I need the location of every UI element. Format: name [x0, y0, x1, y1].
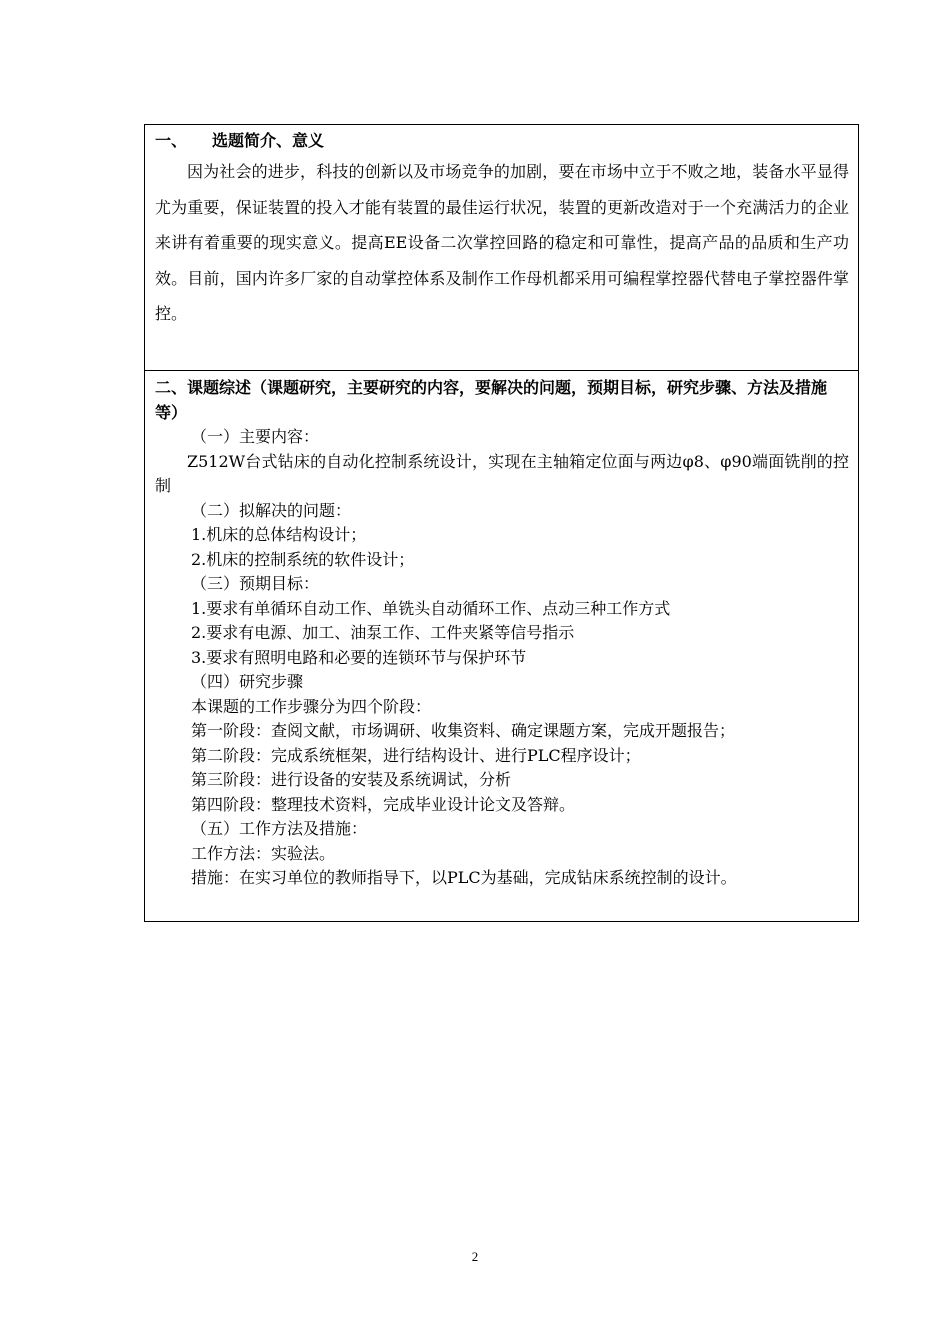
list-item: 1.要求有单循环自动工作、单铣头自动循环工作、点动三种工作方式 [191, 598, 671, 618]
list-item: 第二阶段：完成系统框架，进行结构设计、进行PLC程序设计； [191, 745, 641, 765]
list-item: 措施：在实习单位的教师指导下，以PLC为基础，完成钻床系统控制的设计。 [191, 868, 737, 887]
section-1-heading [155, 128, 849, 154]
sub-1-title: （一）主要内容： [191, 427, 320, 446]
section-1-number: 一、 [155, 131, 188, 150]
proposal-form-table [144, 124, 859, 922]
section-topic-overview [145, 371, 858, 921]
list-item: 2.机床的控制系统的软件设计； [191, 549, 415, 569]
sub-3-title: （三）预期目标： [191, 574, 320, 593]
list-item: 第一阶段：查阅文献，市场调研、收集资料、确定课题方案，完成开题报告； [191, 721, 736, 740]
sub-1-text: Z512W台式钻床的自动化控制系统设计，实现在主轴箱定位面与两边φ8、φ90端面铣削的控制 [155, 451, 849, 495]
list-item: 本课题的工作步骤分为四个阶段： [191, 696, 432, 716]
list-item: 第四阶段：整理技术资料，完成毕业设计论文及答辩。 [191, 794, 576, 814]
list-item: 2.要求有电源、加工、油泵工作、工件夹紧等信号指示 [191, 623, 575, 642]
section-1-paragraph: 因为社会的进步，科技的创新以及市场竞争的加剧，要在市场中立于不败之地，装备水平显得尤为重要，保证装置的投入才能有装置的最佳运行状况，装置的更新改造对于一个充满活力的企业来讲有着重要的现实意义。提高EE设备二次掌控回路的稳定和可靠性，提高产品的品质和生产功效。目前，国内许多厂家的自动掌控体系及制作工作母机都采用可编程掌控器代替电子掌控器件掌控。 [155, 162, 849, 323]
section-2-heading: 二、课题综述（课题研究，主要研究的内容，要解决的问题，预期目标，研究步骤、方法及措施等） [155, 378, 828, 422]
sub-4-title: （四）研究步骤 [191, 672, 304, 691]
page-number: 2 [471, 1249, 479, 1264]
section-1-title: 选题简介、意义 [212, 131, 325, 150]
list-item: 第三阶段：进行设备的安装及系统调试，分析 [191, 770, 512, 789]
list-item: 3.要求有照明电路和必要的连锁环节与保护环节 [191, 647, 527, 667]
sub-2-title: （二）拟解决的问题： [191, 500, 352, 520]
list-item: 工作方法：实验法。 [191, 843, 336, 863]
list-item: 1.机床的总体结构设计； [191, 525, 367, 544]
sub-5-title: （五）工作方法及措施： [191, 819, 368, 838]
section-topic-introduction [145, 125, 858, 371]
